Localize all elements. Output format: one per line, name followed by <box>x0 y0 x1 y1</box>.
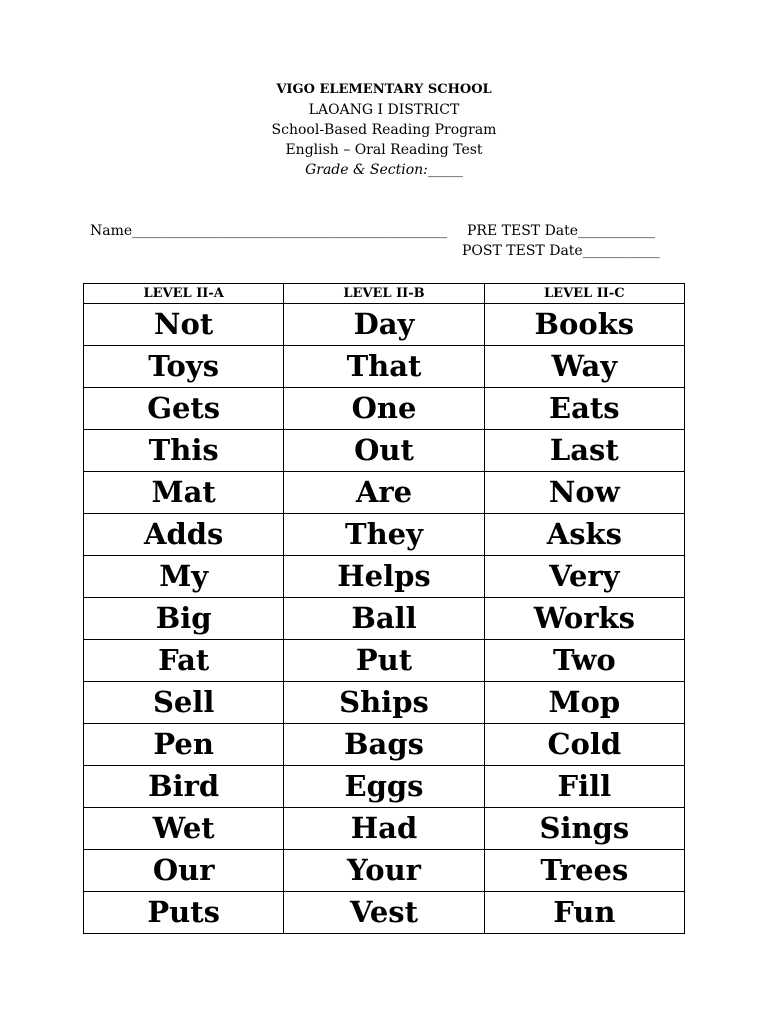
word-cell: Day <box>284 304 484 346</box>
word-cell: Not <box>84 304 284 346</box>
word-cell: Out <box>284 430 484 472</box>
word-cell: Books <box>484 304 684 346</box>
word-cell: Ball <box>284 598 484 640</box>
word-cell: Had <box>284 808 484 850</box>
table-row <box>84 808 685 850</box>
table-row <box>84 472 685 514</box>
table-row <box>84 430 685 472</box>
word-cell: Trees <box>484 850 684 892</box>
word-rows <box>84 304 685 934</box>
table-row <box>84 304 685 346</box>
pre-test-date-field: PRE TEST Date___________ <box>467 223 656 239</box>
word-cell: Fat <box>84 640 284 682</box>
word-cell: Asks <box>484 514 684 556</box>
district-name: LAOANG I DISTRICT <box>308 102 460 118</box>
table-row <box>84 556 685 598</box>
word-cell: They <box>284 514 484 556</box>
word-cell: Big <box>84 598 284 640</box>
word-cell: Your <box>284 850 484 892</box>
word-cell: Mop <box>484 682 684 724</box>
table-row <box>84 724 685 766</box>
word-cell: My <box>84 556 284 598</box>
table-row <box>84 514 685 556</box>
document-header <box>0 80 768 180</box>
word-cell: Fun <box>484 892 684 934</box>
word-cell: That <box>284 346 484 388</box>
word-cell: Way <box>484 346 684 388</box>
word-cell: Last <box>484 430 684 472</box>
word-cell: Helps <box>284 556 484 598</box>
school-name: VIGO ELEMENTARY SCHOOL <box>276 82 492 97</box>
word-cell: Fill <box>484 766 684 808</box>
word-cell: Two <box>484 640 684 682</box>
word-cell: Wet <box>84 808 284 850</box>
word-list-table <box>83 283 685 934</box>
table-header-row <box>84 284 685 304</box>
post-test-date-field: POST TEST Date___________ <box>462 243 660 259</box>
table-row <box>84 598 685 640</box>
word-cell: Pen <box>84 724 284 766</box>
word-cell: Bird <box>84 766 284 808</box>
word-cell: Vest <box>284 892 484 934</box>
table-row <box>84 682 685 724</box>
table-row <box>84 346 685 388</box>
word-cell: Toys <box>84 346 284 388</box>
table-row <box>84 640 685 682</box>
word-cell: Sell <box>84 682 284 724</box>
column-header-level-ii-c: LEVEL II-C <box>484 284 684 304</box>
word-cell: Eggs <box>284 766 484 808</box>
column-header-level-ii-b: LEVEL II-B <box>284 284 484 304</box>
word-cell: Are <box>284 472 484 514</box>
word-cell: Works <box>484 598 684 640</box>
word-cell: One <box>284 388 484 430</box>
word-cell: Eats <box>484 388 684 430</box>
word-cell: Sings <box>484 808 684 850</box>
table-row <box>84 766 685 808</box>
word-cell: Adds <box>84 514 284 556</box>
word-cell: Puts <box>84 892 284 934</box>
word-cell: Put <box>284 640 484 682</box>
word-cell: Cold <box>484 724 684 766</box>
word-cell: Our <box>84 850 284 892</box>
word-cell: Bags <box>284 724 484 766</box>
table-row <box>84 850 685 892</box>
word-cell: This <box>84 430 284 472</box>
word-cell: Now <box>484 472 684 514</box>
grade-section-field: Grade & Section:_____ <box>305 162 463 178</box>
word-cell: Gets <box>84 388 284 430</box>
column-header-level-ii-a: LEVEL II-A <box>84 284 284 304</box>
test-name: English – Oral Reading Test <box>285 142 483 158</box>
name-field: Name_____________________________________________ <box>90 223 448 239</box>
word-cell: Ships <box>284 682 484 724</box>
word-cell: Very <box>484 556 684 598</box>
program-name: School-Based Reading Program <box>271 122 497 138</box>
table-row <box>84 388 685 430</box>
table-row <box>84 892 685 934</box>
word-cell: Mat <box>84 472 284 514</box>
